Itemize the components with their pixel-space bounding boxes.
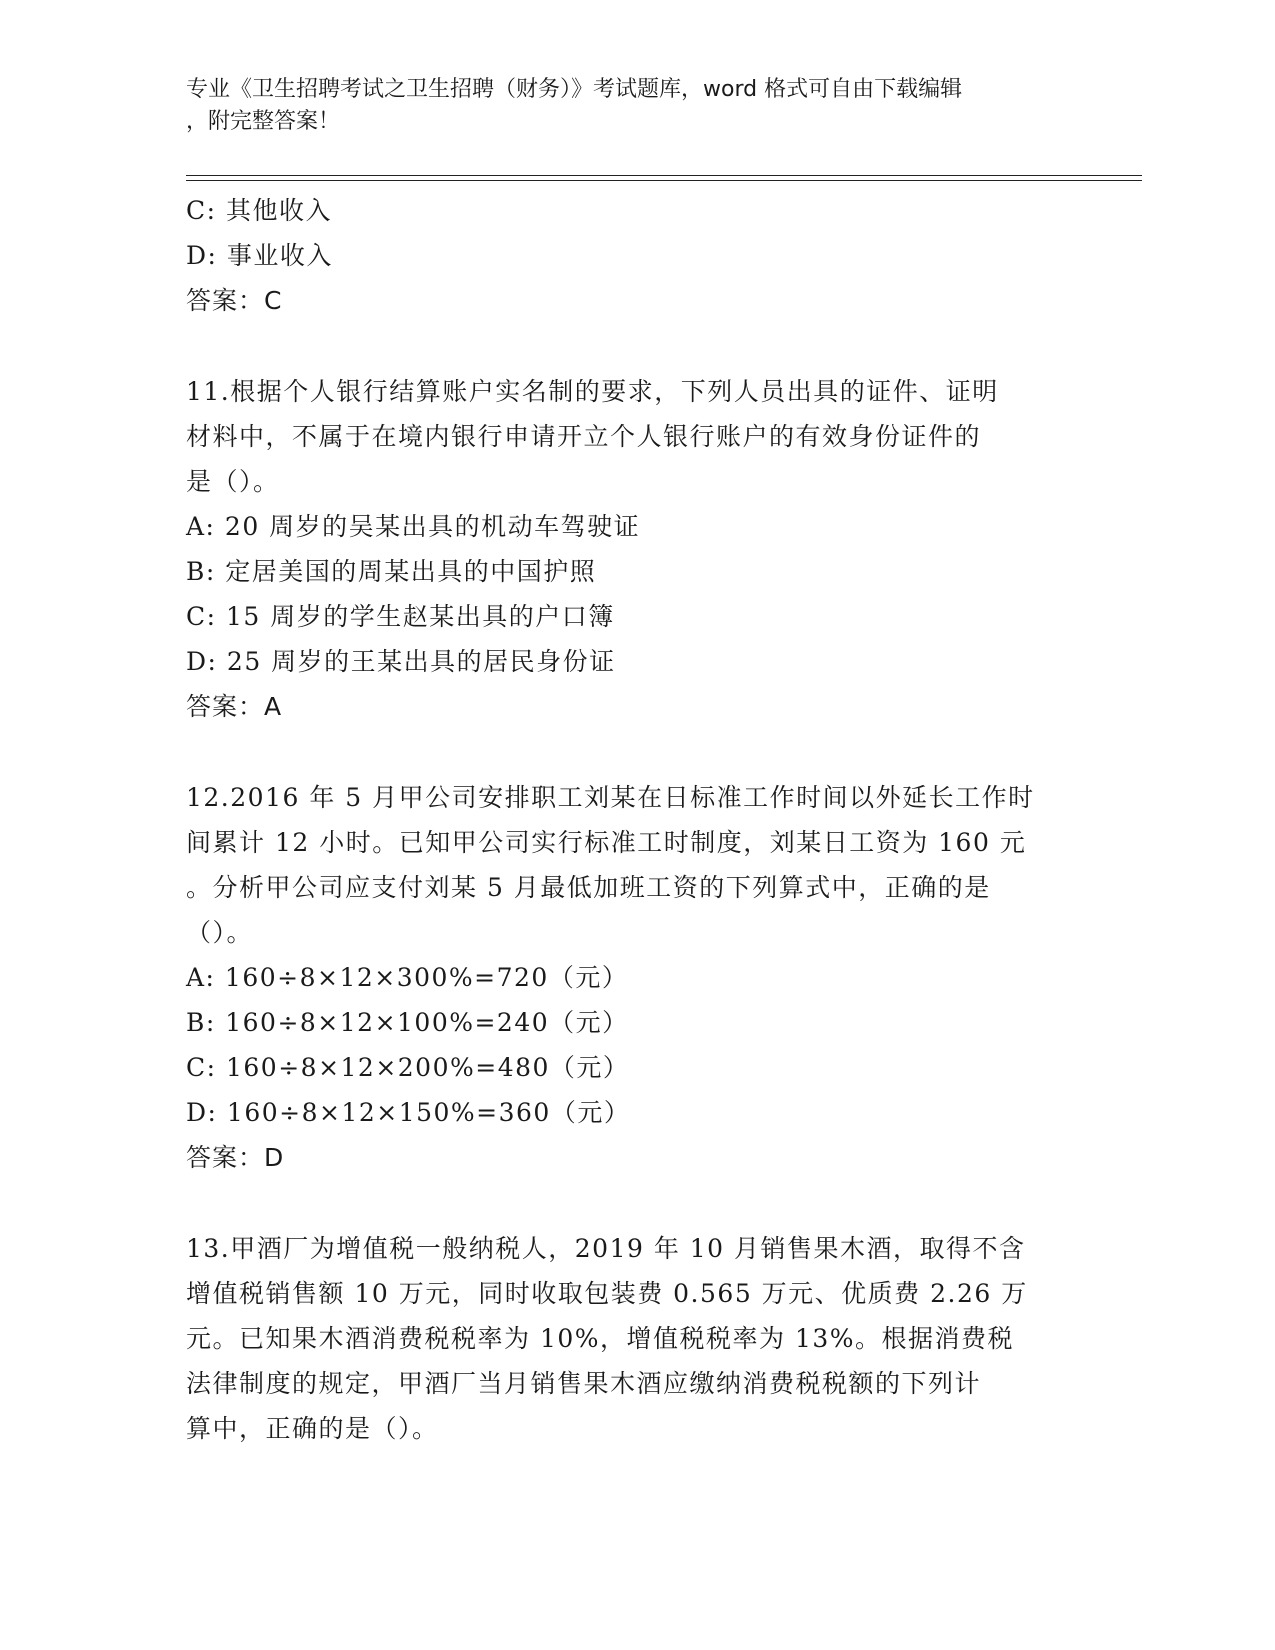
header-line-1: 专业《卫生招聘考试之卫生招聘（财务）》考试题库，word 格式可自由下载编辑 [186,77,963,102]
answer: 答案：D [186,1143,285,1172]
option-d: D: 事业收入 [186,241,333,270]
option-c: C: 其他收入 [186,196,332,225]
option-a: A: 20 周岁的吴某出具的机动车驾驶证 [186,512,641,541]
question-stem-line: 。分析甲公司应支付刘某 5 月最低加班工资的下列算式中，正确的是 [186,873,991,902]
question-stem-line: 增值税销售额 10 万元，同时收取包装费 0.565 万元、优质费 2.26 万 [186,1279,1028,1308]
question-stem-line: 材料中，不属于在境内银行申请开立个人银行账户的有效身份证件的 [186,422,982,451]
prev-question-tail [186,188,1086,323]
header-rule-top [186,175,1142,176]
header-line-2: ，附完整答案！ [186,109,341,134]
question-stem-line: 元。已知果木酒消费税税率为 10%，增值税税率为 13%。根据消费税 [186,1324,1015,1353]
option-d: D: 25 周岁的王某出具的居民身份证 [186,647,616,676]
question-stem-line: 间累计 12 小时。已知甲公司实行标准工时制度，刘某日工资为 160 元 [186,828,1027,857]
option-a: A: 160÷8×12×300%=720（元） [186,963,629,992]
page-header [186,74,1086,138]
option-d: D: 160÷8×12×150%=360（元） [186,1098,631,1127]
option-c: C: 160÷8×12×200%=480（元） [186,1053,630,1082]
document-body [186,188,1086,1451]
question-stem-line: 13.甲酒厂为增值税一般纳税人，2019 年 10 月销售果木酒，取得不含 [186,1234,1026,1263]
spacer [186,323,1086,369]
question-stem-line: 11.根据个人银行结算账户实名制的要求，下列人员出具的证件、证明 [186,377,999,406]
question-stem-line: （）。 [186,918,254,947]
spacer [186,729,1086,775]
question-12 [186,775,1086,1180]
question-stem-line: 法律制度的规定，甲酒厂当月销售果木酒应缴纳消费税税额的下列计 [186,1369,982,1398]
question-stem-line: 是（）。 [186,467,280,496]
option-b: B: 定居美国的周某出具的中国护照 [186,557,597,586]
answer: 答案：C [186,286,283,315]
question-stem-line: 算中，正确的是（）。 [186,1414,439,1443]
option-c: C: 15 周岁的学生赵某出具的户口簿 [186,602,615,631]
question-11 [186,369,1086,729]
header-rule-bottom [186,180,1142,181]
answer: 答案：A [186,692,283,721]
question-13 [186,1226,1086,1451]
option-b: B: 160÷8×12×100%=240（元） [186,1008,629,1037]
spacer [186,1180,1086,1226]
question-stem-line: 12.2016 年 5 月甲公司安排职工刘某在日标准工作时间以外延长工作时 [186,783,1035,812]
